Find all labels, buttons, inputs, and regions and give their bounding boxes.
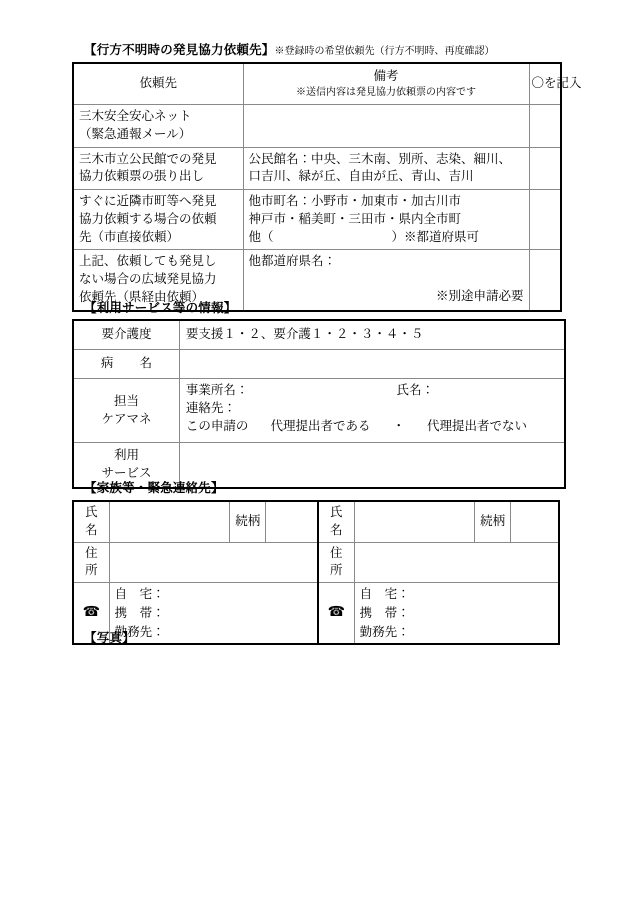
contact0-relation-value[interactable]	[266, 501, 318, 542]
row0-label-line2: （緊急通報メール）	[79, 126, 192, 141]
contact1-address-label	[318, 542, 354, 583]
label-byomei	[73, 350, 179, 379]
value-riyou-service[interactable]	[179, 443, 565, 489]
contact1-address-value[interactable]	[354, 542, 559, 583]
label-caremane	[73, 379, 179, 443]
table-row-address	[73, 542, 559, 583]
caremane-line-jigyosho	[186, 382, 558, 400]
value-byomei[interactable]	[179, 350, 565, 379]
caremane-dairi-separator: ・	[392, 418, 405, 433]
label-youkaigodo-text: 要介護度	[101, 327, 152, 342]
caremane-dairi-option2[interactable]: 代理提出者でない	[426, 418, 527, 433]
contact0-phone-work-label: 勤務先：	[114, 624, 165, 639]
contact0-phone-mobile	[115, 604, 312, 623]
label-youkaigodo	[73, 320, 179, 350]
row2-note-cell[interactable]	[243, 190, 529, 250]
row1-label-line2: 協力依頼票の張り出し	[79, 169, 205, 184]
value-caremane[interactable]	[179, 379, 565, 443]
table-kyoryoku-iraisaki	[72, 62, 582, 312]
table-row	[73, 147, 561, 190]
telephone-icon-glyph: ☎	[82, 604, 101, 621]
contact0-relation-label	[230, 501, 266, 542]
contact0-name-label-text: 氏名	[85, 505, 98, 537]
contact0-name-label	[73, 501, 109, 542]
contact1-name-value[interactable]	[354, 501, 474, 542]
row1-mark-cell[interactable]	[529, 147, 561, 190]
contact1-relation-label	[475, 501, 511, 542]
contact1-name-label-text: 氏名	[330, 505, 343, 537]
row2-note-line1: 他市町名：小野市・加東市・加古川市	[248, 194, 462, 208]
label-caremane-line2: ケアマネ	[101, 411, 152, 426]
section-heading-kinkyu	[84, 482, 224, 496]
row2-note-line2: 神戸市・稲美町・三田市・県内全市町	[248, 211, 462, 226]
row1-note-line2: 口吉川、緑が丘、自由が丘、青山、吉川	[248, 169, 474, 184]
value-youkaigodo[interactable]	[179, 320, 565, 350]
contact1-phone-home	[360, 585, 553, 604]
contact1-phone-home-label: 自 宅：	[359, 587, 410, 601]
row3-label-line1: 上記、依頼しても発見し	[79, 254, 217, 269]
contact1-phone-work	[360, 623, 553, 642]
row0-mark-cell[interactable]	[529, 105, 561, 148]
row2-label-line1: すぐに近隣市町等へ発見	[79, 194, 217, 208]
row2-note-paren-suffix: ）※都道府県可	[391, 229, 480, 244]
row3-label-line3: 依頼先（県経由依頼）	[79, 289, 205, 304]
contact1-phone-mobile	[360, 604, 553, 623]
table-row-name	[73, 501, 559, 542]
header-iraisaki-label: 依頼先	[139, 76, 177, 91]
value-youkaigodo-text: 要支援１・２、要介護１・２・３・４・５	[185, 327, 424, 342]
contact1-address-label-text: 住所	[330, 545, 343, 578]
header-bikou	[243, 63, 529, 105]
row1-label-line1: 三木市立公民館での発見	[79, 151, 217, 166]
contact0-name-value[interactable]	[109, 501, 229, 542]
contact1-phone-work-label: 勤務先：	[359, 624, 410, 639]
header-bikou-sublabel: ※送信内容は発見協力依頼票の内容です	[296, 87, 476, 99]
row1-label-cell	[73, 147, 243, 190]
row2-label-cell	[73, 190, 243, 250]
contact0-phone-work	[115, 623, 312, 642]
label-byomei-text: 病 名	[100, 356, 159, 371]
section-heading-service	[84, 302, 236, 316]
row3-note-line1: 他都道府県名：	[248, 254, 337, 269]
caremane-line-dairi	[186, 418, 558, 436]
table-row	[73, 320, 565, 350]
contact1-relation-label-text: 続柄	[480, 513, 506, 528]
table-riyou-service	[72, 319, 566, 489]
row3-mark-cell[interactable]	[529, 250, 561, 311]
table-header-row	[73, 63, 561, 105]
label-riyou-service-line2: サービス	[101, 466, 152, 480]
table-row	[73, 350, 565, 379]
header-maru-kinyu	[529, 63, 582, 105]
header-bikou-label: 備考	[373, 68, 399, 83]
section1-heading-text: 【行方不明時の発見協力依頼先】	[84, 43, 275, 57]
row3-note-right: ※別途申請必要	[435, 289, 524, 303]
row3-note-cell[interactable]	[243, 250, 529, 311]
section-heading-kyoryoku	[84, 44, 495, 58]
header-iraisaki	[73, 63, 243, 105]
telephone-icon	[318, 583, 354, 645]
row2-label-line3: 先（市直接依頼）	[79, 229, 180, 244]
table-row	[73, 379, 565, 443]
contact0-relation-label-text: 続柄	[235, 513, 261, 528]
table-kazoku-kinkyu-renrakusaki	[72, 500, 560, 645]
row1-note-cell[interactable]	[243, 147, 529, 190]
contact1-phone-block[interactable]	[354, 583, 559, 645]
row0-label-line1: 三木安全安心ネット	[79, 109, 192, 123]
caremane-dairi-option1[interactable]: 代理提出者である	[270, 418, 371, 433]
contact0-address-value[interactable]	[109, 542, 318, 583]
row1-note-line1: 公民館名：中央、三木南、別所、志染、細川、	[248, 151, 512, 166]
section1-heading-note: ※登録時の希望依頼先（行方不明時、再度確認）	[274, 46, 495, 57]
row2-mark-cell[interactable]	[529, 190, 561, 250]
section3-heading-text: 【家族等・緊急連絡先】	[84, 481, 224, 495]
label-riyou-service-line1: 利用	[113, 448, 139, 463]
caremane-jigyosho-label: 事業所名：	[185, 383, 249, 397]
table-row	[73, 105, 561, 148]
section2-heading-text: 【利用サービス等の情報】	[84, 301, 237, 315]
row0-note-cell[interactable]	[243, 105, 529, 148]
row0-label-cell	[73, 105, 243, 148]
row2-note-paren-prefix: 他（	[248, 229, 274, 244]
contact0-address-label-text: 住所	[85, 545, 98, 578]
table-row-phone	[73, 583, 559, 645]
caremane-renrakusaki-label: 連絡先：	[185, 400, 236, 415]
contact0-phone-block[interactable]	[109, 583, 318, 645]
contact1-name-label	[318, 501, 354, 542]
header-maru-kinyu-label: 〇を記入	[531, 76, 582, 91]
telephone-icon-glyph: ☎	[327, 604, 346, 621]
contact0-phone-mobile-label: 携 帯：	[114, 605, 165, 620]
caremane-dairi-prefix: この申請の	[185, 418, 249, 433]
section4-heading-text: 【写真】	[84, 631, 135, 645]
label-caremane-line1: 担当	[113, 393, 139, 408]
row3-label-line2: ない場合の広域発見協力	[79, 272, 217, 286]
row2-label-line2: 協力依頼する場合の依頼	[79, 211, 217, 226]
contact1-relation-value[interactable]	[511, 501, 559, 542]
contact1-phone-mobile-label: 携 帯：	[359, 605, 410, 620]
caremane-shimei-label: 氏名：	[396, 383, 434, 397]
contact0-address-label	[73, 542, 109, 583]
row2-note-line3	[249, 229, 524, 247]
section-heading-shashin	[84, 632, 135, 646]
contact0-phone-home-label: 自 宅：	[114, 587, 165, 601]
table-row	[73, 190, 561, 250]
contact0-phone-home	[115, 585, 312, 604]
